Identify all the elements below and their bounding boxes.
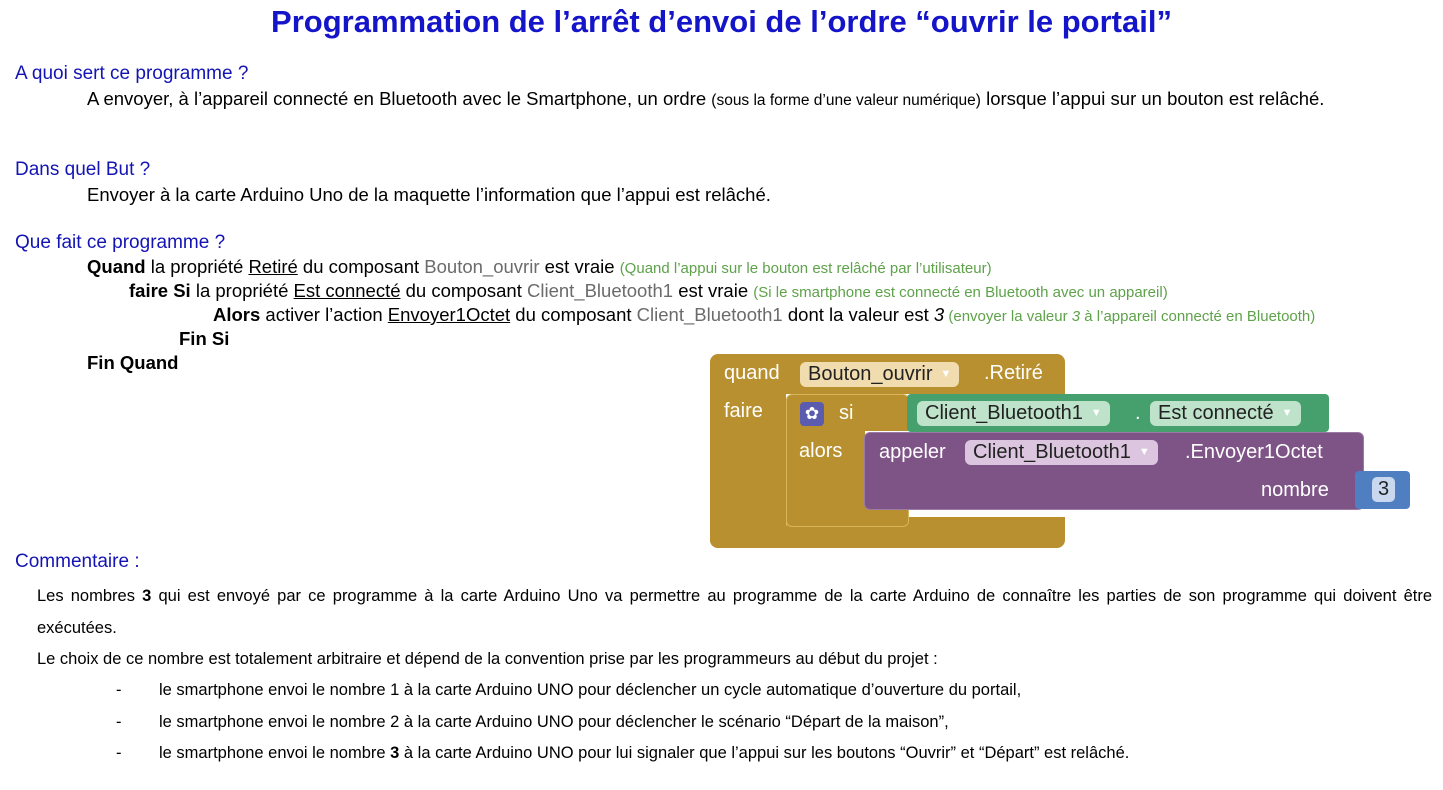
text: la propriété: [145, 256, 249, 277]
text: du composant: [510, 304, 637, 325]
note: (envoyer la valeur 3 à l’appareil connecté en Bluetooth): [944, 308, 1316, 325]
purpose-text-note: (sous la forme d’une valeur numérique): [711, 92, 981, 109]
number: 3: [142, 587, 152, 605]
text: activer l’action: [260, 304, 388, 325]
note: (Quand l’appui sur le bouton est relâché par l’utilisateur): [619, 260, 992, 277]
event-name-label: .Retiré: [984, 362, 1043, 384]
component: Client_Bluetooth1: [527, 280, 674, 301]
text: dont la valeur est: [782, 304, 934, 325]
pseudo-line-alors: [213, 304, 1315, 326]
section-heading-comment: Commentaire :: [15, 551, 140, 572]
event-component-dropdown[interactable]: [800, 362, 959, 387]
bullet-item: le smartphone envoi le nombre 1 à la carte Arduino UNO pour déclencher un cycle automatique d’ouverture du portail,: [159, 681, 1022, 699]
purpose-text-part: A envoyer, à l’appareil connecté en Bluetooth avec le Smartphone, un ordre: [87, 88, 712, 109]
note: (Si le smartphone est connecté en Bluetooth avec un appareil): [753, 284, 1168, 301]
condition-property-dropdown[interactable]: [1150, 401, 1301, 426]
block-si-label: si: [839, 402, 854, 424]
keyword: faire Si: [129, 280, 191, 301]
dropdown-label: Bouton_ouvrir: [808, 363, 933, 385]
purpose-text-part: lorsque l’appui sur un bouton est relâché.: [980, 88, 1325, 109]
chevron-down-icon: ▼: [1090, 407, 1102, 420]
block-appeler-label: appeler: [879, 441, 946, 463]
block-quand-label: quand: [724, 362, 780, 384]
block-nombre-label: nombre: [1261, 479, 1329, 501]
property: Envoyer1Octet: [387, 304, 511, 325]
comment-paragraph-2: Le choix de ce nombre est totalement arbitraire et dépend de la convention prise par les programmeurs au début du projet :: [37, 650, 938, 668]
bullet-item: le smartphone envoi le nombre 3 à la carte Arduino UNO pour lui signaler que l’appui sur les boutons “Ouvrir” et “Départ” est relâché.: [159, 744, 1130, 762]
text: la propriété: [190, 280, 294, 301]
component: Client_Bluetooth1: [636, 304, 783, 325]
dropdown-label: Client_Bluetooth1: [973, 441, 1131, 463]
condition-dot: .: [1135, 402, 1141, 424]
bullet-item: le smartphone envoi le nombre 2 à la carte Arduino UNO pour déclencher le scénario “Départ de la maison”,: [159, 713, 949, 731]
text: Les nombres: [37, 587, 143, 605]
block-program: [710, 354, 1415, 554]
purpose-text: [87, 87, 1432, 113]
pseudo-line-fin-quand: Fin Quand: [87, 352, 179, 373]
bullet-dash: -: [116, 744, 122, 762]
bullet-dash: -: [116, 713, 122, 731]
block-faire-label: faire: [724, 400, 763, 422]
call-method-label: .Envoyer1Octet: [1185, 441, 1323, 463]
chevron-down-icon: ▼: [940, 368, 952, 381]
condition-component-dropdown[interactable]: [917, 401, 1110, 426]
section-heading-what: Que fait ce programme ?: [15, 232, 226, 253]
chevron-down-icon: ▼: [1281, 407, 1293, 420]
pseudo-line-fin-si: Fin Si: [179, 328, 230, 349]
block-alors-label: alors: [799, 440, 843, 462]
chevron-down-icon: ▼: [1138, 446, 1150, 459]
text: qui est envoyé par ce programme à la carte Arduino Uno va permettre au programme de la carte Arduino de connaître les parties de son programme qui doivent être exécutées.: [37, 587, 1433, 637]
text: est vraie: [539, 256, 620, 277]
keyword: Alors: [213, 304, 261, 325]
pseudo-line-quand: [87, 256, 992, 278]
number-value[interactable]: 3: [1372, 477, 1395, 502]
section-heading-goal: Dans quel But ?: [15, 159, 151, 180]
keyword: Quand: [87, 256, 146, 277]
text: du composant: [297, 256, 425, 277]
value: 3: [933, 304, 945, 325]
goal-text: Envoyer à la carte Arduino Uno de la maquette l’information que l’appui est relâché.: [87, 184, 771, 205]
bullet-dash: -: [116, 681, 122, 699]
property: Est connecté: [293, 280, 401, 301]
pseudo-line-faire-si: [129, 280, 1168, 302]
comment-paragraph-1: [37, 580, 1432, 644]
call-component-dropdown[interactable]: [965, 440, 1158, 465]
component: Bouton_ouvrir: [424, 256, 540, 277]
dropdown-label: Client_Bluetooth1: [925, 402, 1083, 424]
gear-icon[interactable]: ✿: [800, 402, 824, 426]
page-title: Programmation de l’arrêt d’envoi de l’ordre “ouvrir le portail”: [271, 4, 1172, 39]
property: Retiré: [248, 256, 298, 277]
dropdown-label: Est connecté: [1158, 402, 1274, 424]
text: est vraie: [673, 280, 754, 301]
section-heading-purpose: A quoi sert ce programme ?: [15, 63, 249, 84]
text: du composant: [400, 280, 527, 301]
